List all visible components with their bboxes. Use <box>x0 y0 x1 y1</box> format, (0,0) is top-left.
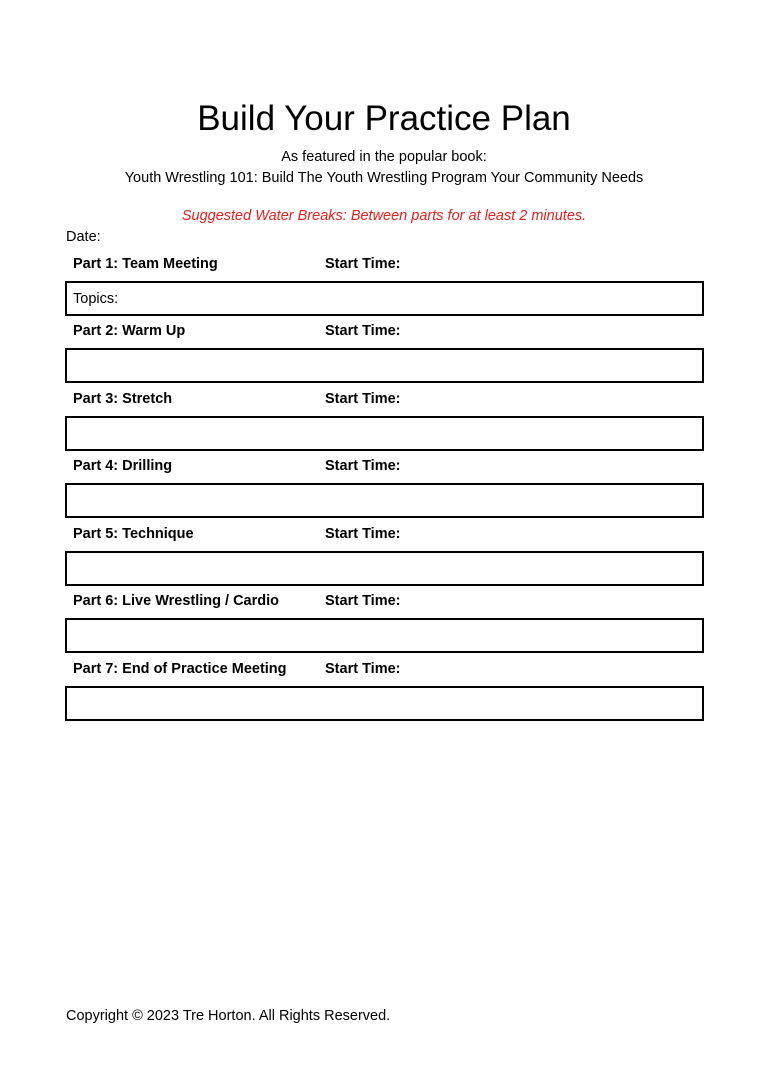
part-2-heading: Part 2: Warm Up <box>73 323 186 339</box>
part-6-heading: Part 6: Live Wrestling / Cardio <box>73 593 280 609</box>
page-title: Build Your Practice Plan <box>197 99 571 138</box>
part-7-start-time-label: Start Time: <box>325 661 401 677</box>
date-label: Date: <box>66 229 101 245</box>
part-1-box-label: Topics: <box>73 291 119 307</box>
part-5-entry-box[interactable] <box>65 551 704 586</box>
part-3-heading: Part 3: Stretch <box>73 391 173 407</box>
part-4-start-time-label: Start Time: <box>325 458 401 474</box>
copyright-notice: Copyright © 2023 Tre Horton. All Rights Reserved. <box>66 1008 391 1024</box>
subtitle-featured: As featured in the popular book: <box>281 149 487 165</box>
part-6-entry-box[interactable] <box>65 618 704 653</box>
part-4-heading: Part 4: Drilling <box>73 458 173 474</box>
part-1-heading: Part 1: Team Meeting <box>73 256 218 272</box>
part-3-entry-box[interactable] <box>65 416 704 451</box>
part-5-heading: Part 5: Technique <box>73 526 194 542</box>
part-2-start-time-label: Start Time: <box>325 323 401 339</box>
subtitle-book: Youth Wrestling 101: Build The Youth Wrestling Program Your Community Needs <box>124 170 644 186</box>
part-6-start-time-label: Start Time: <box>325 593 401 609</box>
part-4-entry-box[interactable] <box>65 483 704 518</box>
part-1-start-time-label: Start Time: <box>325 256 401 272</box>
water-break-note: Suggested Water Breaks: Between parts for at least 2 minutes. <box>181 208 587 224</box>
part-3-start-time-label: Start Time: <box>325 391 401 407</box>
part-7-heading: Part 7: End of Practice Meeting <box>73 661 287 677</box>
part-7-entry-box[interactable] <box>65 686 704 721</box>
part-2-entry-box[interactable] <box>65 348 704 383</box>
part-5-start-time-label: Start Time: <box>325 526 401 542</box>
part-1-entry-box[interactable] <box>65 281 704 316</box>
